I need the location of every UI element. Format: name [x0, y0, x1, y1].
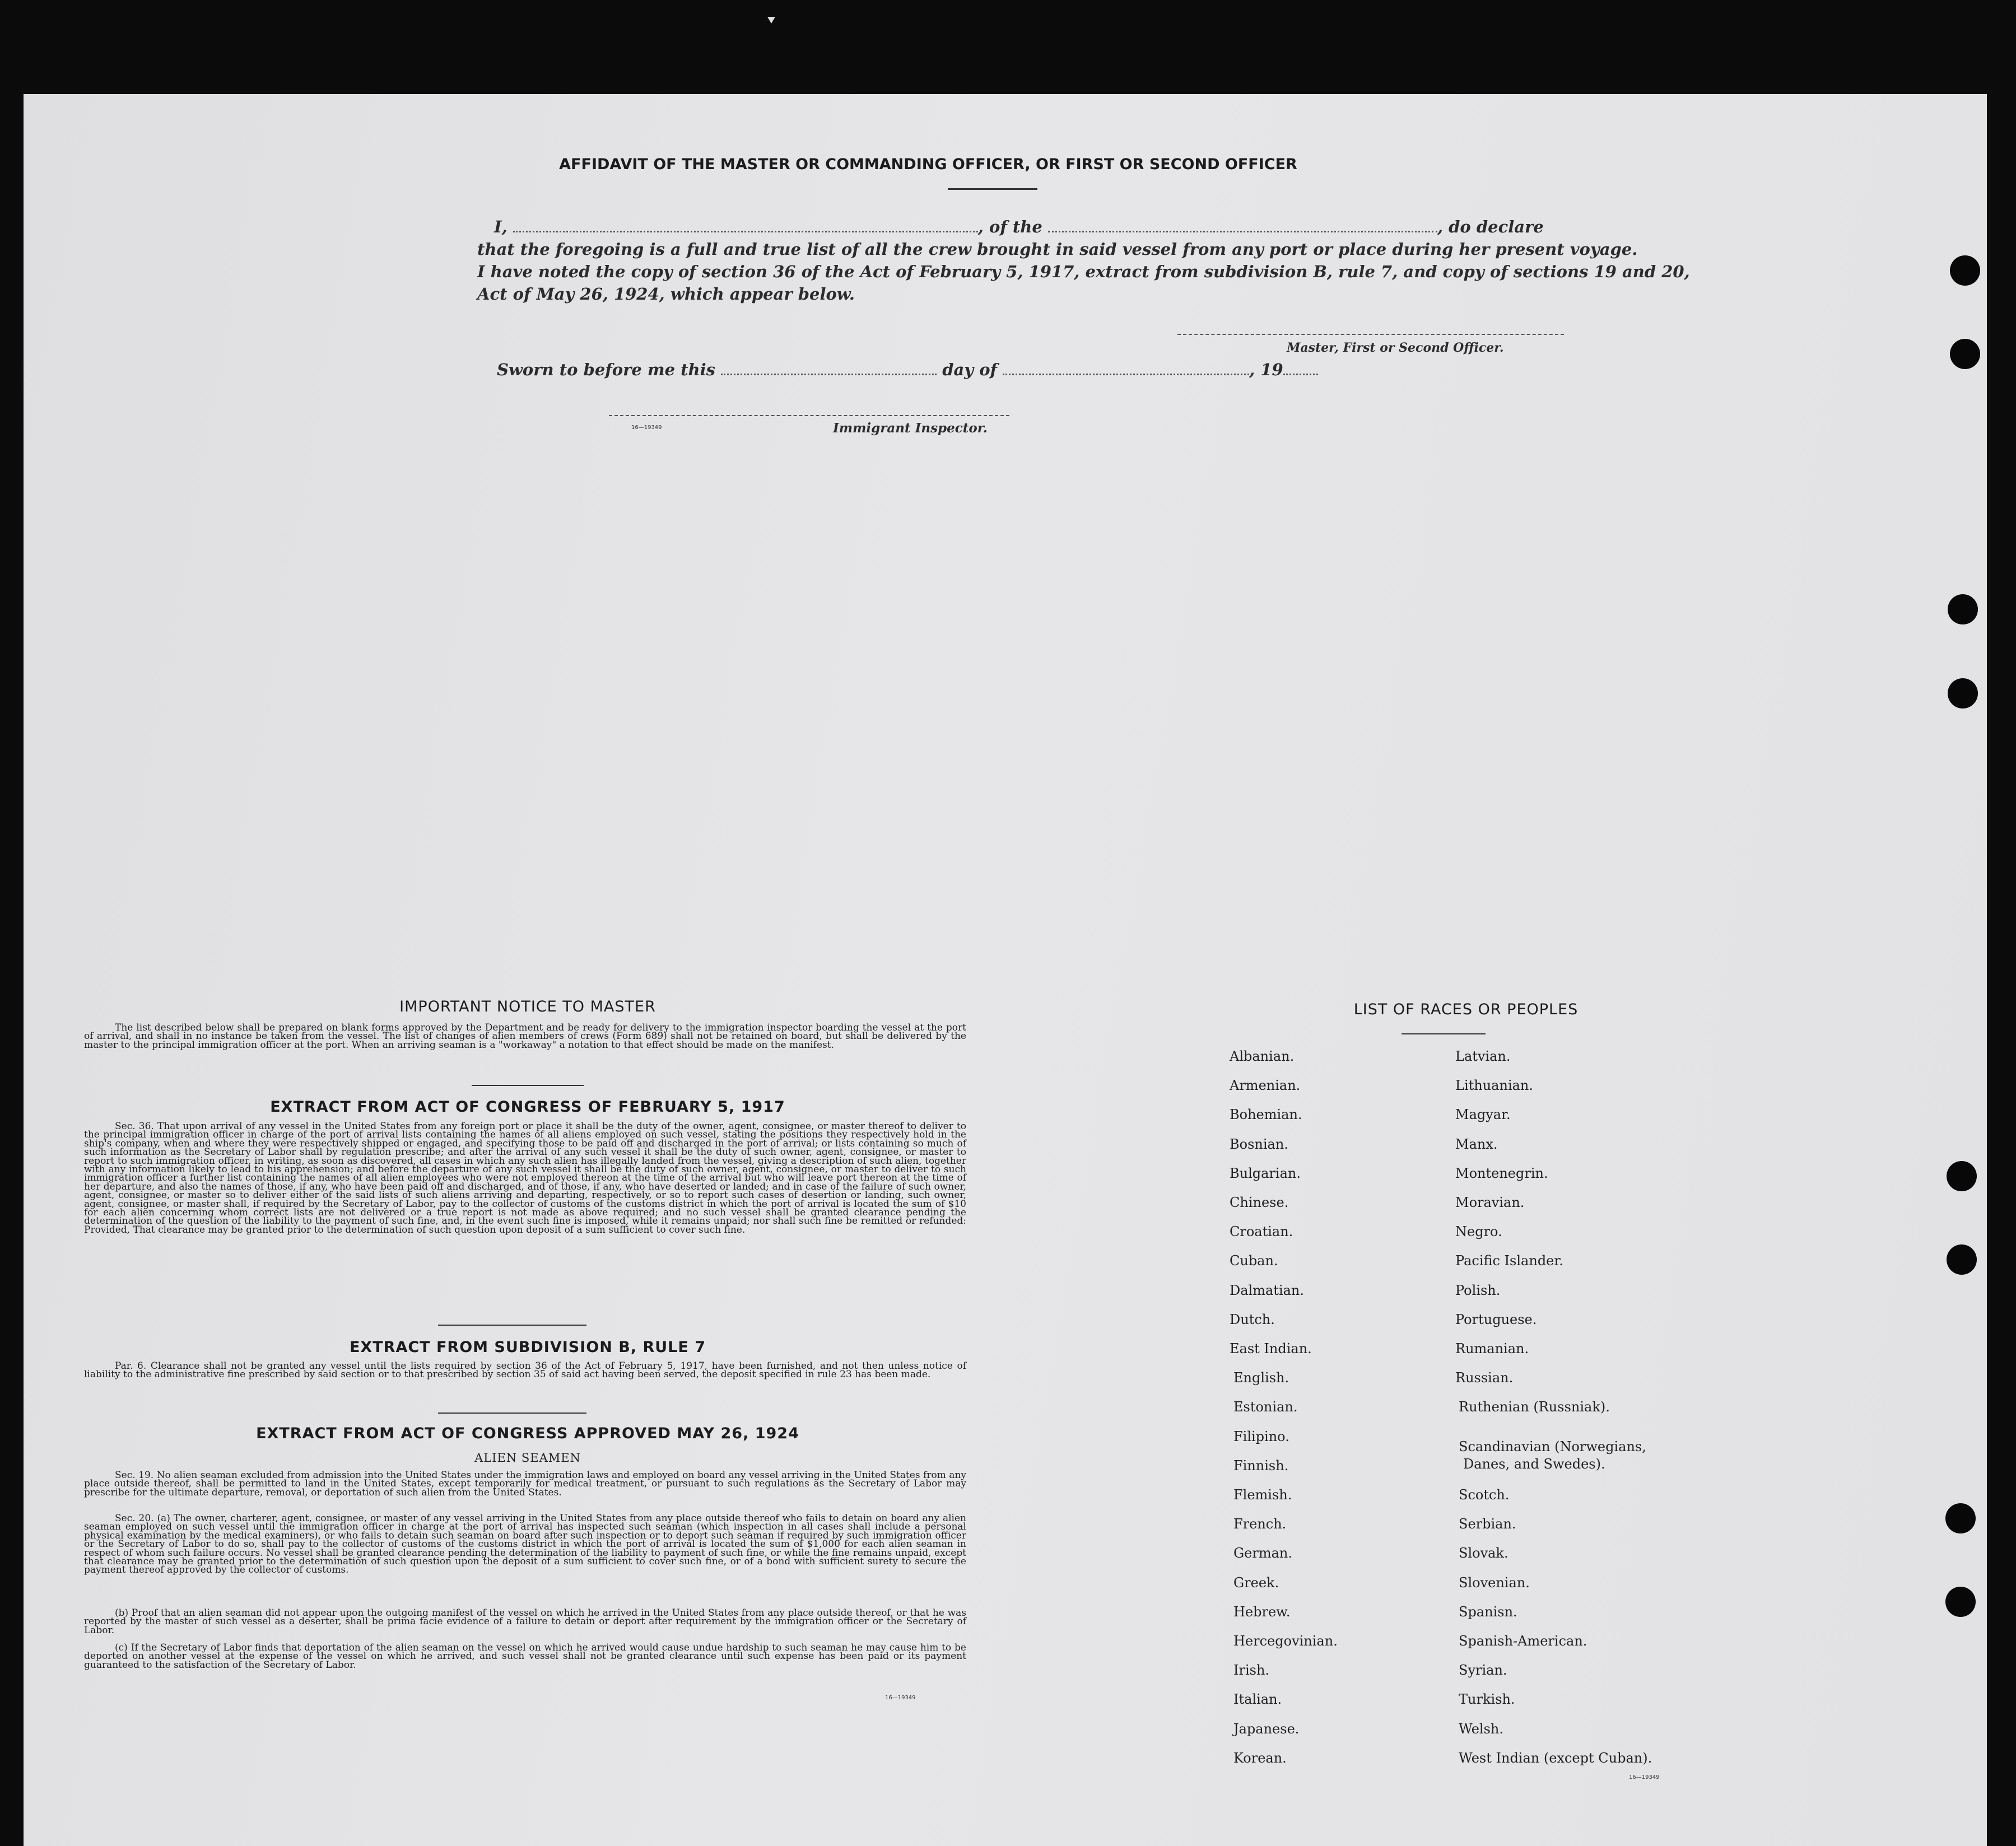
- subdivision-b-title: EXTRACT FROM SUBDIVISION B, RULE 7: [349, 1339, 706, 1356]
- race-item: Filipino.: [1233, 1429, 1289, 1444]
- race-item: Welsh.: [1459, 1721, 1503, 1737]
- race-item: Japanese.: [1233, 1721, 1300, 1737]
- declaration-line-4: Act of May 26, 1924, which appear below.: [477, 285, 855, 304]
- inspector-signature-line[interactable]: [609, 415, 1009, 416]
- race-item: West Indian (except Cuban).: [1459, 1750, 1652, 1766]
- extract-1924-form-number: 16—19349: [885, 1695, 916, 1701]
- race-item: Serbian.: [1459, 1516, 1516, 1532]
- notice-text: The list described below shall be prepared on blank forms approved by the Department and be ready for delivery to the immigration inspector boarding the vessel at the port of arrival, and shall in no instance be taken from the vessel. The list of changes of alien members of crews (Form 689) shall not be retained on board, but shall be delivered by the master to the principal immigration officer at the port. When an arriving seaman is a "workaway" a notation to that effect should be made on the manifest.: [84, 1022, 966, 1051]
- extract-1917-rule: [438, 1325, 586, 1326]
- race-item: English.: [1233, 1370, 1289, 1386]
- race-item: Irish.: [1233, 1662, 1270, 1678]
- race-item: French.: [1233, 1516, 1287, 1532]
- race-item: Bosnian.: [1230, 1136, 1288, 1152]
- inspector-label: Immigrant Inspector.: [833, 421, 988, 436]
- race-item: Montenegrin.: [1455, 1166, 1548, 1181]
- race-item: Estonian.: [1233, 1399, 1298, 1415]
- race-item: Flemish.: [1233, 1487, 1292, 1503]
- sworn-line: [497, 360, 1318, 379]
- race-item: Negro.: [1455, 1224, 1502, 1239]
- race-item: Scandinavian (Norwegians,: [1459, 1439, 1646, 1455]
- declaration-i: I,: [494, 217, 508, 236]
- races-title: LIST OF RACES OR PEOPLES: [1353, 1001, 1579, 1018]
- race-item: Danes, and Swedes).: [1463, 1456, 1605, 1472]
- declaration-do-declare: , do declare: [1437, 217, 1544, 236]
- race-item: Rumanian.: [1455, 1341, 1529, 1356]
- race-item: Albanian.: [1230, 1048, 1295, 1064]
- race-item: Manx.: [1455, 1136, 1498, 1152]
- vessel-field[interactable]: [1048, 217, 1437, 232]
- race-item: Hercegovinian.: [1233, 1633, 1338, 1649]
- race-item: Portuguese.: [1455, 1312, 1537, 1327]
- declaration-line-1: [494, 217, 1544, 236]
- race-item: Polish.: [1455, 1283, 1501, 1298]
- extract-1924-sec20b: (b) Proof that an alien seaman did not appear upon the outgoing manifest of the vessel on which he arrived in the United States from any place outside thereof, or that he was reported by the master of such vessel as a deserter, shall be prima facie evidence of a failure to detain or deport after requirement by the immigration officer or the Secretary of Labor.: [84, 1607, 966, 1636]
- race-item: Hebrew.: [1233, 1604, 1291, 1620]
- race-item: Armenian.: [1230, 1078, 1301, 1093]
- race-item: Chinese.: [1230, 1195, 1289, 1210]
- notice-rule: [472, 1085, 584, 1086]
- race-item: Syrian.: [1459, 1662, 1507, 1678]
- extract-1917-title: EXTRACT FROM ACT OF CONGRESS OF FEBRUARY 5, 1917: [270, 1098, 785, 1116]
- race-item: Cuban.: [1230, 1253, 1278, 1269]
- race-item: Dutch.: [1230, 1312, 1275, 1327]
- punch-hole: [1950, 339, 1980, 369]
- race-item: Finnish.: [1233, 1458, 1289, 1474]
- declaration-of-the: , of the: [977, 217, 1042, 236]
- race-item: Slovenian.: [1459, 1575, 1530, 1591]
- race-item: Spanisn.: [1459, 1604, 1517, 1620]
- race-item: Greek.: [1233, 1575, 1279, 1591]
- race-item: Italian.: [1233, 1691, 1282, 1707]
- subdivision-b-text: Par. 6. Clearance shall not be granted any vessel until the lists required by section 36 of the Act of February 5, 1917, have been furnished, and not then unless notice of liability to the administrative fine prescribed by said section or to that prescribed by section 35 of said act having been served, the deposit specified in rule 23 has been made.: [84, 1360, 966, 1381]
- race-item: Bulgarian.: [1230, 1166, 1301, 1181]
- race-item: Latvian.: [1455, 1048, 1511, 1064]
- affidavit-form-number: 16—19349: [631, 425, 662, 431]
- signature-line[interactable]: [1177, 334, 1564, 335]
- scanner-notch: [767, 17, 775, 24]
- sworn-day-of: day of: [942, 360, 998, 379]
- name-field[interactable]: [513, 217, 978, 232]
- races-form-number: 16—19349: [1629, 1774, 1660, 1780]
- race-item: Scotch.: [1459, 1487, 1510, 1503]
- race-item: Ruthenian (Russniak).: [1459, 1399, 1610, 1415]
- sworn-year-prefix: , 19: [1249, 360, 1283, 379]
- race-item: Magyar.: [1455, 1107, 1511, 1122]
- race-item: East Indian.: [1230, 1341, 1312, 1356]
- subdivision-b-rule: [438, 1413, 586, 1414]
- race-item: Lithuanian.: [1455, 1078, 1534, 1093]
- extract-1924-sec20a: Sec. 20. (a) The owner, charterer, agent, consignee, or master of any vessel arriving in the United States from any place outside thereof who fails to detain on board any alien seaman employed on such vessel until the immigration officer in charge at the port of arrival has inspected such seaman (which inspection in all cases shall include a personal physical examination by the medical examiners), or who fails to detain such seaman on board after such inspection or to deport such seaman if required by such immigration officer or the Secretary of Labor to do so, shall pay to the collector of customs of the customs district in which the port of arrival is located the sum of $1,000 for each alien seaman in respect of whom such failure occurs. No vessel shall be granted clearance pending the determination of the liability to payment of such fine, or while the fine remains unpaid, except that clearance may be granted prior to the determination of such question upon the deposit of a sum sufficient to cover such fine, or of a bond with sufficient surety to secure the payment thereof approved by the collector of customs.: [84, 1513, 966, 1576]
- race-item: Pacific Islander.: [1455, 1253, 1563, 1269]
- punch-hole: [1945, 1587, 1976, 1617]
- notice-title: IMPORTANT NOTICE TO MASTER: [399, 998, 656, 1015]
- race-item: Dalmatian.: [1230, 1283, 1305, 1298]
- punch-hole: [1950, 255, 1980, 286]
- declaration-line-2: that the foregoing is a full and true list of all the crew brought in said vessel from any port or place during her present voyage.: [477, 240, 1638, 259]
- affidavit-title: AFFIDAVIT OF THE MASTER OR COMMANDING OFFICER, OR FIRST OR SECOND OFFICER: [559, 156, 1297, 173]
- punch-hole: [1947, 1161, 1977, 1191]
- race-item: Korean.: [1233, 1750, 1287, 1766]
- extract-1924-title: EXTRACT FROM ACT OF CONGRESS APPROVED MAY 26, 1924: [256, 1425, 799, 1442]
- race-item: Moravian.: [1455, 1195, 1525, 1210]
- race-item: Turkish.: [1459, 1691, 1515, 1707]
- race-item: Bohemian.: [1230, 1107, 1302, 1122]
- extract-1917-text: Sec. 36. That upon arrival of any vessel in the United States from any foreign port or place it shall be the duty of the owner, agent, consignee, or master thereof to deliver to the principal immigration officer in charge of the port of arrival lists containing the names of all aliens employed on such vessel, stating the positions they respectively hold in the ship's company, when and where they were respectively shipped or engaged, and specifying those to be paid off and discharged in the port of arrival; or lists containing so much of such information as the Secretary of Labor shall by regulation prescribe; and after the arrival of any such vessel it shall be the duty of such owner, agent, consignee, or master to report to such immigration officer, in writing, as soon as discovered, all cases in which any such alien has illegally landed from the vessel, giving a description of such alien, together with any information likely to lead to his apprehension; and before the departure of any such vessel it shall be the duty of such owner, agent, consignee, or master to deliver to such immigration officer a further list containing the names of all alien employees who were not employed thereon at the time of the arrival but who will leave port thereon at the time of her departure, and also the names of those, if any, who have been paid off and discharged, and of those, if any, who have deserted or landed; and in case of the failure of such owner, agent, consignee, or master so to deliver either of the said lists of such aliens arriving and departing, respectively, or so to report such cases of desertion or landing, such owner, agent, consignee, or master shall, if required by the Secretary of Labor, pay to the collector of customs of the customs district in which the port of arrival is located the sum of $10 for each alien concerning whom correct lists are not delivered or a true report is not made as above required; and no such vessel shall be granted clearance pending the determination of the question of the liability to the payment of such fine, and, in the event such fine is imposed, while it remains unpaid; nor shall such fine be remitted or refunded: Provided, That clearance may be granted prior to the determination of such question upon deposit of a sum sufficient to cover such fine.: [84, 1121, 966, 1236]
- punch-hole: [1948, 678, 1978, 708]
- race-item: Spanish-American.: [1459, 1633, 1587, 1649]
- sworn-label: Sworn to before me this: [497, 360, 715, 379]
- punch-hole: [1947, 1244, 1977, 1275]
- sworn-year-field[interactable]: [1283, 360, 1318, 375]
- sworn-day-field[interactable]: [721, 360, 937, 375]
- punch-hole: [1948, 594, 1978, 624]
- punch-hole: [1945, 1503, 1976, 1533]
- signer-label: Master, First or Second Officer.: [1287, 341, 1504, 355]
- affidavit-title-rule: [948, 188, 1037, 190]
- sworn-month-field[interactable]: [1003, 360, 1249, 375]
- declaration-line-3: I have noted the copy of section 36 of the Act of February 5, 1917, extract from subdivision B, rule 7, and copy of sections 19 and 20,: [477, 262, 1690, 281]
- race-item: German.: [1233, 1545, 1292, 1561]
- races-title-rule: [1402, 1033, 1486, 1034]
- form-page: [24, 94, 1987, 1846]
- extract-1924-sec19: Sec. 19. No alien seaman excluded from admission into the United States under the immigration laws and employed on board any vessel arriving in the United States from any place outside thereof, shall be permitted to land in the United States, except temporarily for medical treatment, or pursuant to such regulations as the Secretary of Labor may prescribe for the ultimate departure, removal, or deportation of such alien from the United States.: [84, 1470, 966, 1498]
- extract-1924-subtitle: ALIEN SEAMEN: [474, 1451, 581, 1465]
- race-item: Slovak.: [1459, 1545, 1508, 1561]
- race-item: Croatian.: [1230, 1224, 1293, 1239]
- extract-1924-sec20c: (c) If the Secretary of Labor finds that deportation of the alien seaman on the vessel on which he arrived would cause undue hardship to such seaman he may cause him to be deported on another vessel at the expense of the vessel on which he arrived, and such vessel shall not be granted clearance until such expense has been paid or its payment guaranteed to the satisfaction of the Secretary of Labor.: [84, 1642, 966, 1671]
- race-item: Russian.: [1455, 1370, 1514, 1386]
